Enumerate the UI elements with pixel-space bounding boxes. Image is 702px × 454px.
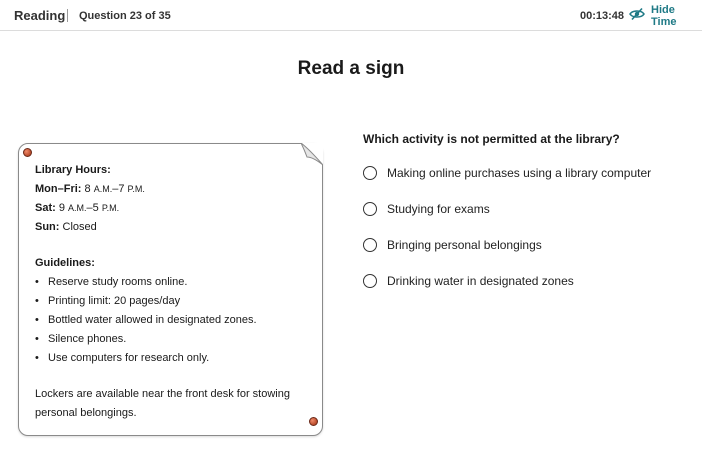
hours-time: –7 (112, 183, 128, 195)
hours-ampm: P.M. (101, 203, 120, 213)
hours-time: Closed (59, 221, 97, 233)
hours-time: 9 (55, 202, 69, 214)
hours-heading: Library Hours: (35, 164, 111, 176)
question-counter: Question 23 of 35 (79, 10, 171, 22)
answer-option-label: Making online purchases using a library computer (387, 166, 652, 180)
hours-row (35, 218, 310, 237)
guidelines-heading: Guidelines: (35, 257, 95, 269)
eye-slash-icon (629, 7, 645, 26)
sign-footer-note: Lockers are available near the front desk for stowing personal belongings. (35, 388, 290, 419)
answer-option-label: Drinking water in designated zones (387, 274, 574, 288)
answer-option-label: Bringing personal belongings (387, 238, 542, 252)
guideline-item: • Silence phones. (35, 333, 127, 345)
answer-option-label: Studying for exams (387, 202, 490, 216)
hours-ampm: P.M. (127, 184, 145, 194)
library-sign (18, 143, 323, 436)
hours-row (35, 199, 310, 218)
radio-button[interactable] (363, 274, 377, 288)
question-prompt: Which activity is not permitted at the library? (363, 132, 620, 146)
hours-time: –5 (86, 202, 102, 214)
radio-button[interactable] (363, 166, 377, 180)
answer-option[interactable] (363, 274, 574, 288)
hours-day: Sat: (35, 202, 56, 214)
radio-button[interactable] (363, 202, 377, 216)
header-divider (67, 9, 68, 22)
answer-option[interactable] (363, 202, 490, 216)
top-bar (0, 0, 702, 31)
guideline-item: • Reserve study rooms online. (35, 276, 188, 288)
hours-ampm: A.M. (68, 203, 87, 213)
hours-day: Sun: (35, 221, 60, 233)
guideline-item: • Use computers for research only. (35, 352, 210, 364)
pin-icon (309, 417, 318, 426)
hours-ampm: A.M. (93, 184, 113, 194)
hide-time-button[interactable] (629, 4, 702, 28)
hide-time-label: Hide Time (651, 4, 677, 28)
answer-option[interactable] (363, 166, 651, 180)
hours-row (35, 180, 310, 199)
page-title: Read a sign (297, 58, 405, 79)
guideline-item: • Printing limit: 20 pages/day (35, 295, 181, 307)
pin-icon (23, 148, 32, 157)
hours-time: 8 (81, 183, 94, 195)
sign-content (35, 161, 310, 423)
hours-day: Mon–Fri: (35, 183, 82, 195)
guideline-item: • Bottled water allowed in designated zones. (35, 314, 257, 326)
timer: 00:13:48 (580, 10, 625, 22)
radio-button[interactable] (363, 238, 377, 252)
section-name: Reading (14, 8, 66, 23)
answer-option[interactable] (363, 238, 542, 252)
